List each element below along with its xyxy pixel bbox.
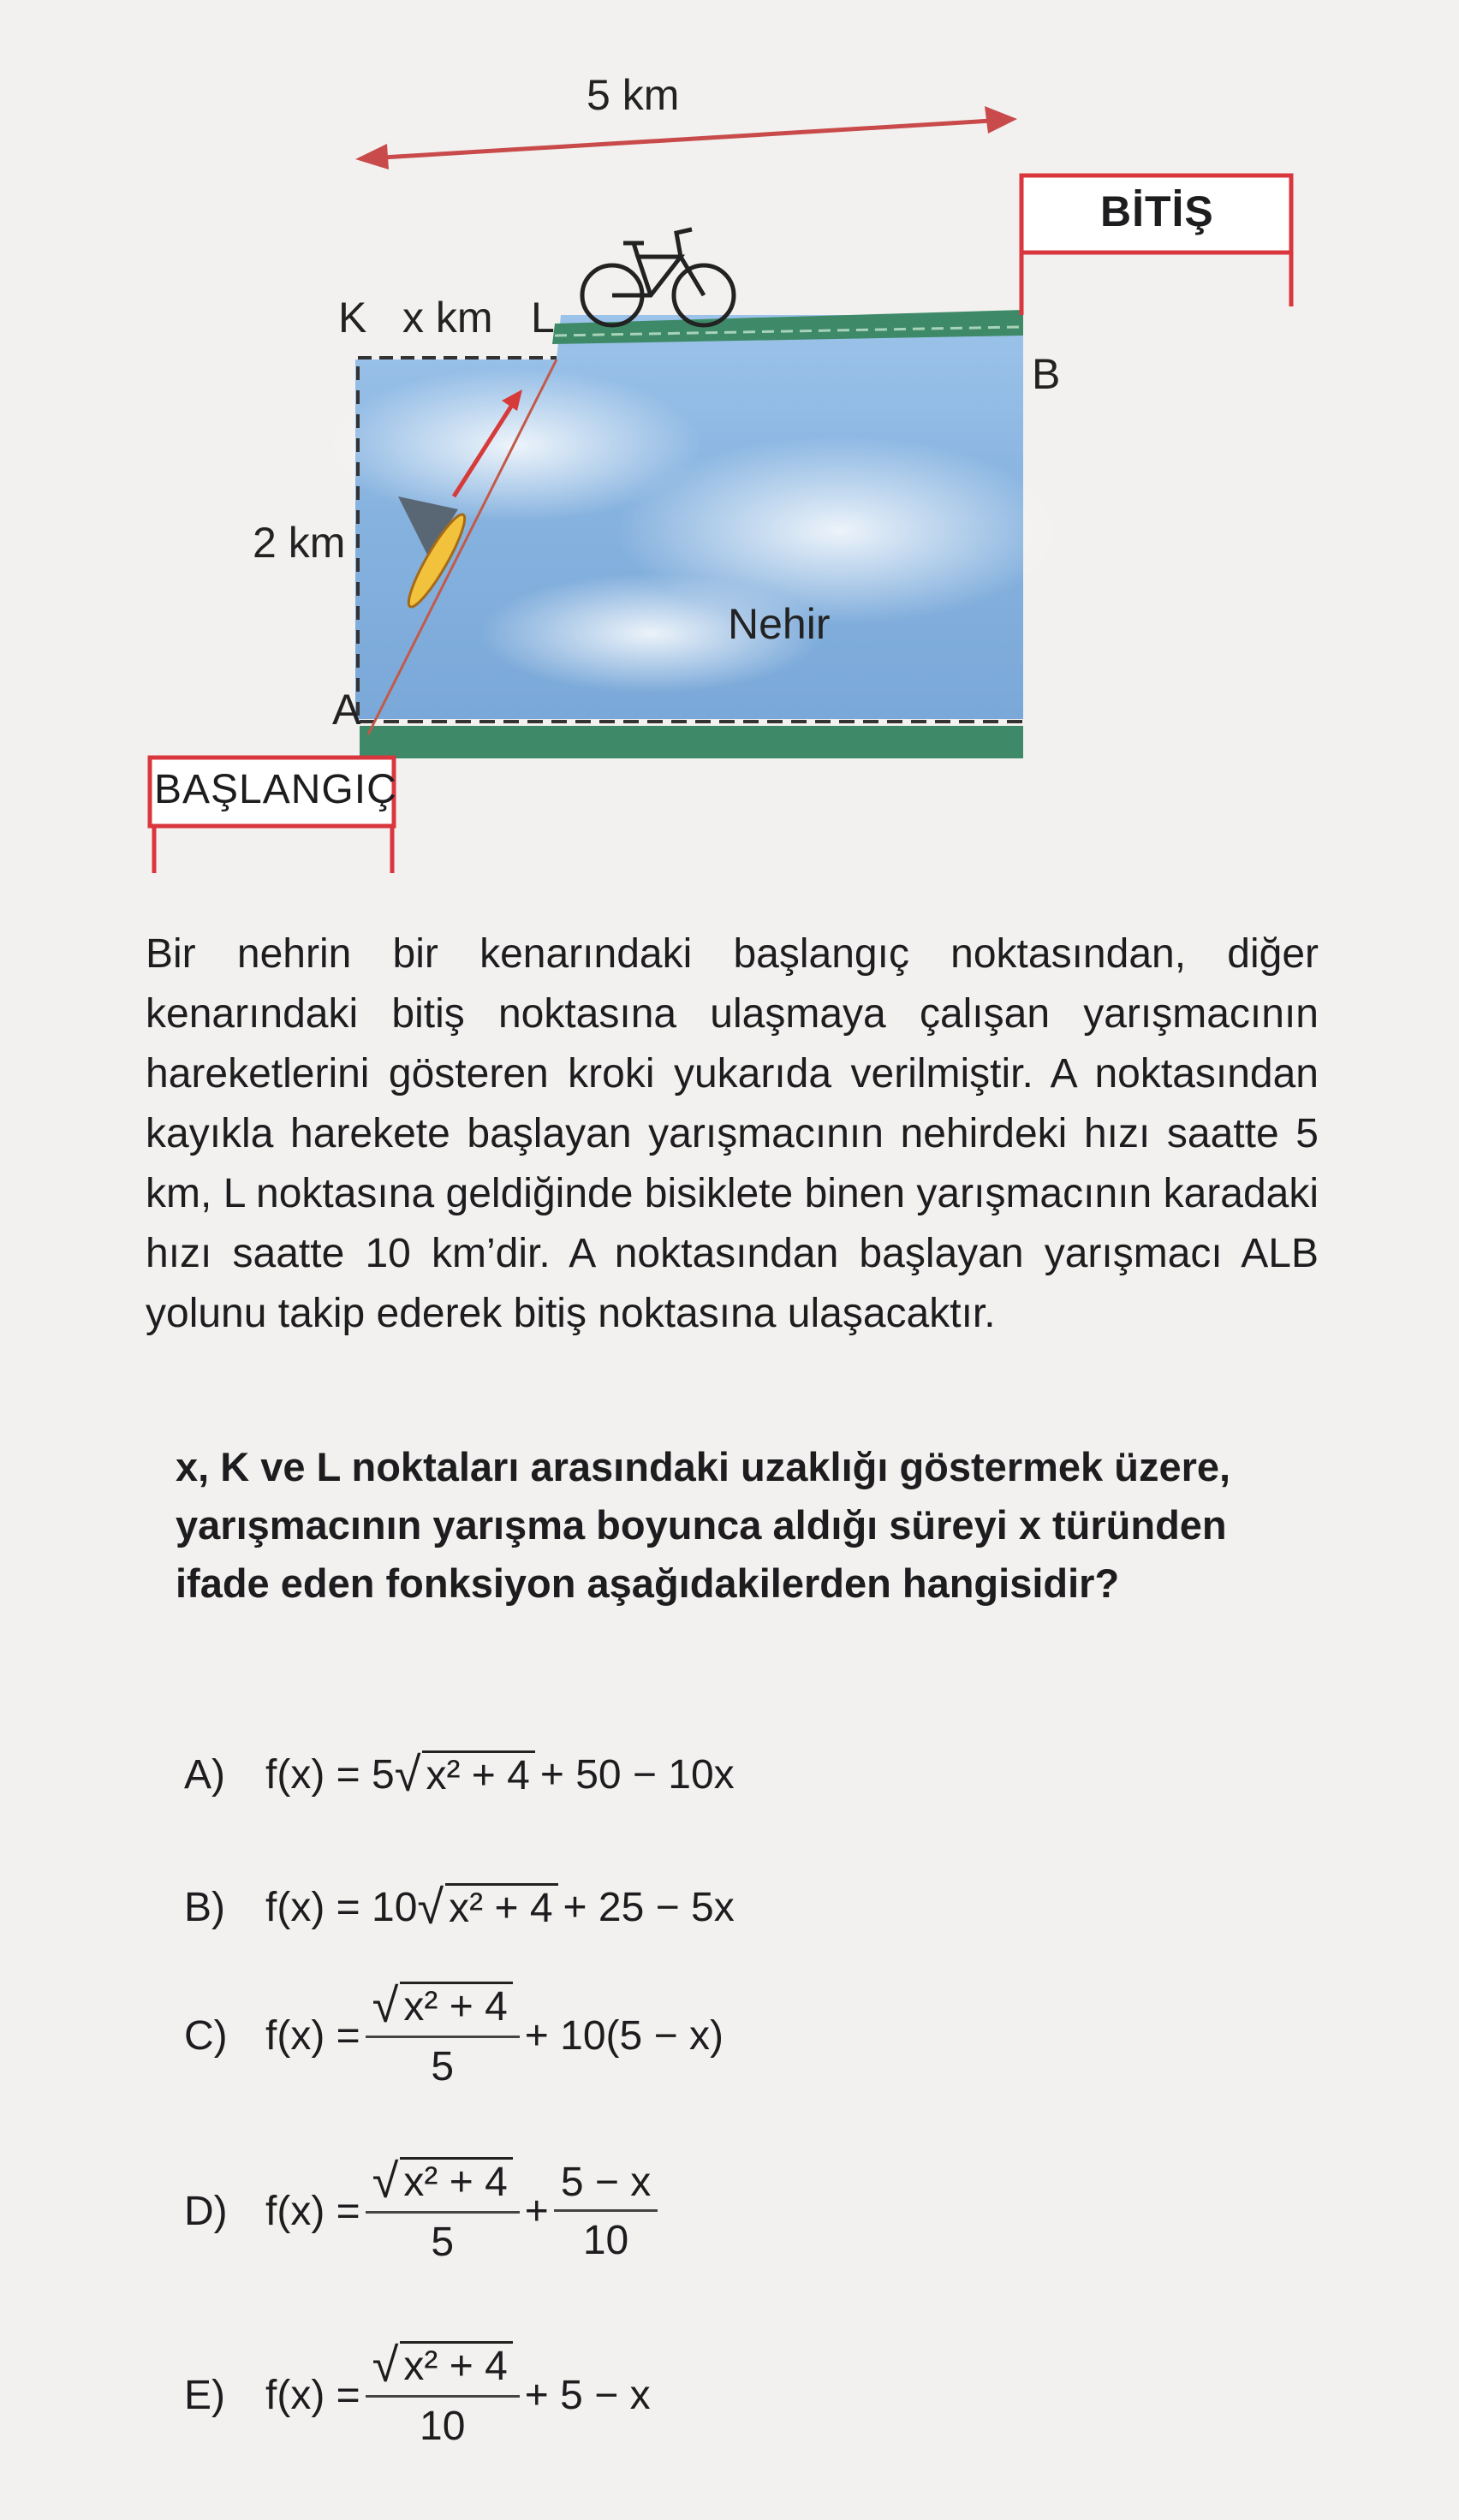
option-a-suffix: + 50 − 10x bbox=[539, 1751, 735, 1798]
option-a-radicand: x² + 4 bbox=[422, 1750, 534, 1798]
option-d[interactable] bbox=[184, 2154, 663, 2266]
option-e-fraction: √ x² + 4 10 bbox=[366, 2341, 520, 2450]
option-c-radicand: x² + 4 bbox=[400, 1982, 512, 2030]
option-c-fraction: √ x² + 4 5 bbox=[366, 1982, 520, 2090]
question-paragraph: x, K ve L noktaları arasındaki uzaklığı göstermek üzere, yarışmacının yarışma boyunca aldığı süreyi x türünden ifade eden fonksiyon aşağıdakilerden hangisidir? bbox=[176, 1444, 1231, 1606]
label-x-km: x km bbox=[402, 294, 493, 342]
option-e-letter: E) bbox=[184, 2373, 225, 2418]
option-b-suffix: + 25 − 5x bbox=[563, 1884, 735, 1930]
option-a[interactable] bbox=[184, 1747, 735, 1801]
label-a: A bbox=[332, 686, 361, 734]
option-c-prefix: f(x) = bbox=[265, 2013, 360, 2059]
finish-sign-label: BİTİŞ bbox=[1100, 187, 1214, 235]
label-5km: 5 km bbox=[587, 71, 680, 119]
question-text bbox=[176, 1438, 1323, 1613]
bottom-bank bbox=[360, 726, 1023, 758]
option-d-den2: 10 bbox=[582, 2218, 629, 2263]
option-d-letter: D) bbox=[184, 2189, 228, 2234]
option-e-den: 10 bbox=[420, 2404, 466, 2449]
option-c-letter: C) bbox=[184, 2013, 228, 2059]
problem-paragraph: Bir nehrin bir kenarındaki başlangıç noktasından, diğer kenarındaki bitiş noktasına ulaşmaya çalışan yarışmacının hareketlerini gösteren kroki yukarıda verilmiştir. A noktasından kayıkla harekete başlayan yarışmacının nehirdeki hızı saatte 5 km, L noktasına geldiğinde bisiklete binen yarışmacının karadaki hızı saatte 10 km’dir. A noktasından başlayan yarışmacı ALB yolunu takip ederek bitiş noktasına ulaşacaktır. bbox=[146, 931, 1319, 1336]
option-b[interactable] bbox=[184, 1880, 735, 1934]
option-e-suffix: + 5 − x bbox=[524, 2373, 651, 2418]
label-l: L bbox=[531, 294, 555, 342]
option-a-prefix: f(x) = 5 bbox=[265, 1751, 395, 1798]
option-c-den: 5 bbox=[431, 2044, 455, 2089]
option-a-letter: A) bbox=[184, 1751, 225, 1798]
label-2km: 2 km bbox=[253, 519, 346, 567]
label-k: K bbox=[338, 294, 367, 342]
option-d-den: 5 bbox=[431, 2220, 455, 2265]
option-e-prefix: f(x) = bbox=[265, 2373, 360, 2418]
race-diagram bbox=[0, 0, 1459, 890]
label-b: B bbox=[1032, 350, 1061, 398]
option-d-plus: + bbox=[524, 2189, 549, 2234]
option-d-num2: 5 − x bbox=[554, 2159, 658, 2212]
option-c-suffix: + 10(5 − x) bbox=[524, 2013, 724, 2059]
option-b-letter: B) bbox=[184, 1884, 225, 1930]
distance-arrow bbox=[355, 106, 1017, 169]
option-e-radicand: x² + 4 bbox=[400, 2341, 512, 2389]
option-b-prefix: f(x) = 10 bbox=[265, 1884, 418, 1930]
option-a-sqrt: √ x² + 4 bbox=[395, 1750, 535, 1798]
option-b-sqrt: √ x² + 4 bbox=[417, 1883, 557, 1931]
option-e[interactable] bbox=[184, 2338, 651, 2450]
start-sign-label: BAŞLANGIÇ bbox=[154, 767, 397, 812]
option-d-prefix: f(x) = bbox=[265, 2189, 360, 2234]
option-d-fraction-2 bbox=[554, 2159, 658, 2264]
option-b-radicand: x² + 4 bbox=[445, 1883, 557, 1931]
option-d-fraction-1: √ x² + 4 5 bbox=[366, 2157, 520, 2266]
option-d-radicand: x² + 4 bbox=[400, 2157, 512, 2205]
option-c[interactable] bbox=[184, 1978, 724, 2090]
bicycle-icon bbox=[582, 229, 734, 325]
problem-text bbox=[146, 924, 1319, 1344]
label-river: Nehir bbox=[728, 600, 831, 648]
